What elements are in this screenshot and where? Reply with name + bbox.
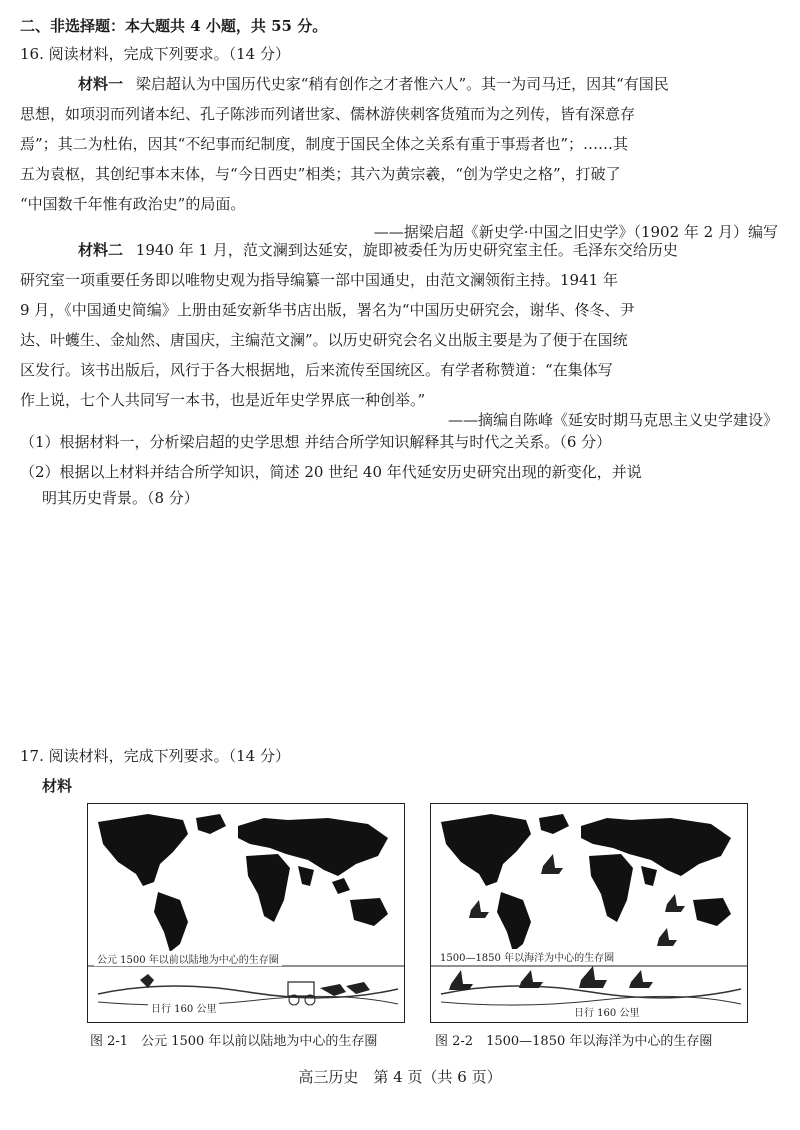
- q16-material2-source: ——摘编自陈峰《延安时期马克思主义史学建设》: [447, 411, 778, 429]
- q16-material1-line-0: [78, 74, 669, 94]
- q16-material2-label: 材料二: [78, 241, 124, 259]
- world-map-ocean-centered-image: [431, 804, 747, 1022]
- q16-material1-line-4: “中国数千年惟有政治史”的局面。: [20, 195, 246, 213]
- q16-question-1: （1）根据材料一，分析梁启超的史学思想 并结合所学知识解释其与时代之关系。（6 分）: [20, 433, 612, 451]
- figure-2-1: [87, 803, 405, 1023]
- q16-stem: 16. 阅读材料，完成下列要求。（14 分）: [20, 45, 290, 63]
- q16-material2-line-4: 区发行。该书出版后，风行于各大根据地，后来流传至国统区。有学者称赞道：“在集体写: [20, 361, 613, 379]
- q16-question-2-line-1: （2）根据以上材料并结合所学知识，简述 20 世纪 40 年代延安历史研究出现的新变化，并说: [20, 463, 642, 481]
- q16-material1-source: ——据梁启超《新史学·中国之旧史学》（1902 年 2 月）编写: [373, 223, 778, 241]
- fig2-strip-label: 日行 160 公里: [571, 1004, 642, 1019]
- q16-material2-line-1: 研究室一项重要任务即以唯物史观为指导编纂一部中国通史，由范文澜领衔主持。1941 年: [20, 271, 618, 289]
- q17-material-label: 材料: [42, 777, 73, 795]
- q16-material2-line-0: [78, 240, 678, 260]
- figure-2-2-caption: 图 2-2 1500—1850 年以海洋为中心的生存圈: [435, 1034, 713, 1049]
- q16-material1-line-2: 焉”；其二为杜佑，因其“不纪事而纪制度，制度于国民全体之关系有重于事焉者也”；……其: [20, 135, 629, 153]
- q16-material2-line-3: 达、叶蠖生、金灿然、唐国庆，主编范文澜”。以历史研究会名义出版主要是为了便于在国统: [20, 331, 628, 349]
- world-map-land-centered-image: [88, 804, 404, 1022]
- q16-material1-text-0: 梁启超认为中国历代史家“稍有创作之才者惟六人”。其一为司马迁，因其“有国民: [135, 75, 669, 93]
- fig1-strip-label: 日行 160 公里: [148, 1000, 219, 1015]
- section-heading: 二、非选择题：本大题共 4 小题，共 55 分。: [20, 17, 328, 35]
- q16-material2-text-0: 1940 年 1 月，范文澜到达延安，旋即被委任为历史研究室主任。毛泽东交给历史: [135, 241, 678, 259]
- q16-material2-line-5: 作上说，七个人共同写一本书，也是近年史学界底一种创举。”: [20, 391, 426, 409]
- q16-material1-line-1: 思想，如项羽而列诸本纪、孔子陈涉而列诸世家、儒林游侠刺客货殖而为之列传，皆有深意存: [20, 105, 636, 123]
- q17-stem: 17. 阅读材料，完成下列要求。（14 分）: [20, 747, 290, 765]
- q16-material1-label: 材料一: [78, 75, 124, 93]
- page-footer: 高三历史 第 4 页（共 6 页）: [298, 1068, 502, 1086]
- q16-material2-line-2: 9 月，《中国通史简编》上册由延安新华书店出版，署名为“中国历史研究会，谢华、佟冬、尹: [20, 301, 635, 319]
- q16-question-2-line-2: 明其历史背景。（8 分）: [42, 489, 199, 507]
- fig2-inner-label: 1500—1850 年以海洋为中心的生存圈: [437, 949, 617, 964]
- figure-2-2: [430, 803, 748, 1023]
- figure-2-1-caption: 图 2-1 公元 1500 年以前以陆地为中心的生存圈: [90, 1034, 378, 1049]
- fig1-inner-label: 公元 1500 年以前以陆地为中心的生存圈: [94, 951, 282, 966]
- q16-material1-line-3: 五为袁枢，其创纪事本末体，与“今日西史”相类；其六为黄宗羲，“创为学史之格”，打破了: [20, 165, 621, 183]
